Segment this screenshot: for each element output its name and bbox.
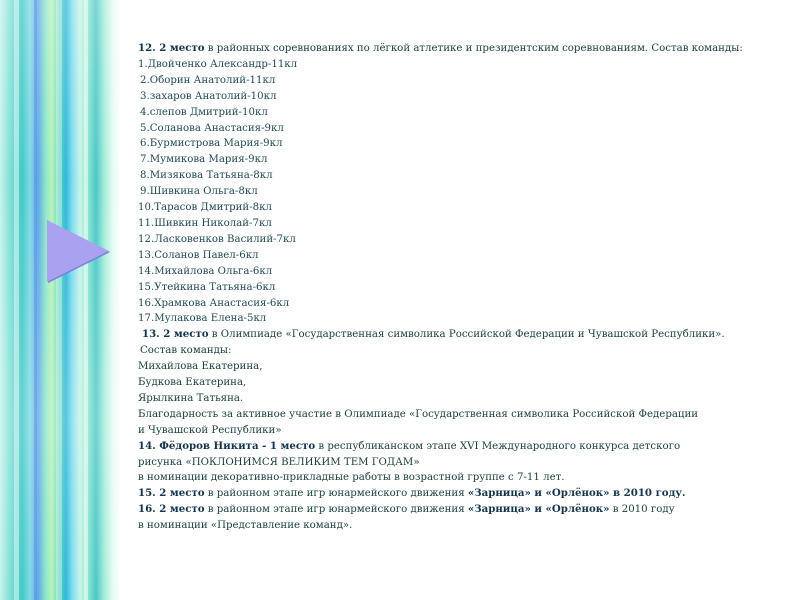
list-item: 6.Бурмистрова Мария-9кл [140,138,283,150]
list-item: Ярылкина Татьяна. [138,392,244,404]
item-13-team-label: Состав команды: [140,345,232,357]
item-13-thanks: Благодарность за активное участие в Олимпиаде «Государственная символика Российской Федерации [138,408,699,420]
list-item: 1.Двойченко Александр-11кл [138,58,298,70]
item-12-heading: 12. 2 место в районных соревнованиях по лёгкой атлетике и президентским соревнованиям. Состав команды: [138,42,743,54]
panel-streak [34,0,37,600]
list-item: 3.захаров Анатолий-10кл [140,90,277,102]
panel-streak [14,0,19,600]
item-14-heading: 14. Фёдоров Никита - 1 место в республиканском этапе XVI Международного конкурса детского [138,439,681,452]
list-item: 13.Соланов Павел-6кл [138,249,259,261]
panel-streak [56,0,62,600]
item-15-heading: 15. 2 место в районном этапе игр юнармейского движения «Зарница» и «Орлёнок» в 2010 году. [138,487,686,500]
list-item: 9.Шивкина Ольга-8кл [140,186,258,198]
list-item: 8.Мизякова Татьяна-8кл [140,170,273,182]
decorative-side-panel [0,0,122,600]
list-item: 10.Тарасов Дмитрий-8кл [138,202,272,214]
list-item: Михайлова Екатерина, [138,361,263,373]
list-item: 15.Утейкина Татьяна-6кл [138,281,276,293]
list-item: Будкова Екатерина, [138,377,247,389]
item-12-team-list [138,57,788,327]
document-body [138,41,788,534]
item-16-heading: 16. 2 место в районном этапе игр юнармейского движения «Зарница» и «Орлёнок» в 2010 году [138,503,675,516]
list-item: 12.Ласковенков Василий-7кл [138,233,296,245]
panel-streak [84,0,88,600]
list-item: 14.Михайлова Ольга-6кл [138,265,273,277]
triangle-pointer-icon [47,220,109,282]
item-14-line-2: рисунка «ПОКЛОНИМСЯ ВЕЛИКИМ ТЕМ ГОДАМ» [138,456,420,468]
item-13-heading: 13. 2 место в Олимпиаде «Государственная символика Российской Федерации и Чувашской Республики». [142,328,725,341]
list-item: 16.Храмкова Анастасия-6кл [138,297,290,309]
list-item: 11.Шивкин Николай-7кл [138,217,272,229]
list-item: 2.Оборин Анатолий-11кл [140,74,276,86]
list-item: 17.Мулакова Елена-5кл [138,313,267,325]
item-13-thanks-cont: и Чувашской Республики» [138,424,282,436]
list-item: 7.Мумикова Мария-9кл [140,154,268,166]
item-14-line-3: в номинации декоративно-прикладные работы в возрастной группе с 7-11 лет. [138,472,565,484]
list-item: 4.слепов Дмитрий-10кл [140,106,268,118]
item-16-line-2: в номинации «Представление команд». [138,520,353,532]
list-item: 5.Соланова Анастасия-9кл [140,122,284,134]
